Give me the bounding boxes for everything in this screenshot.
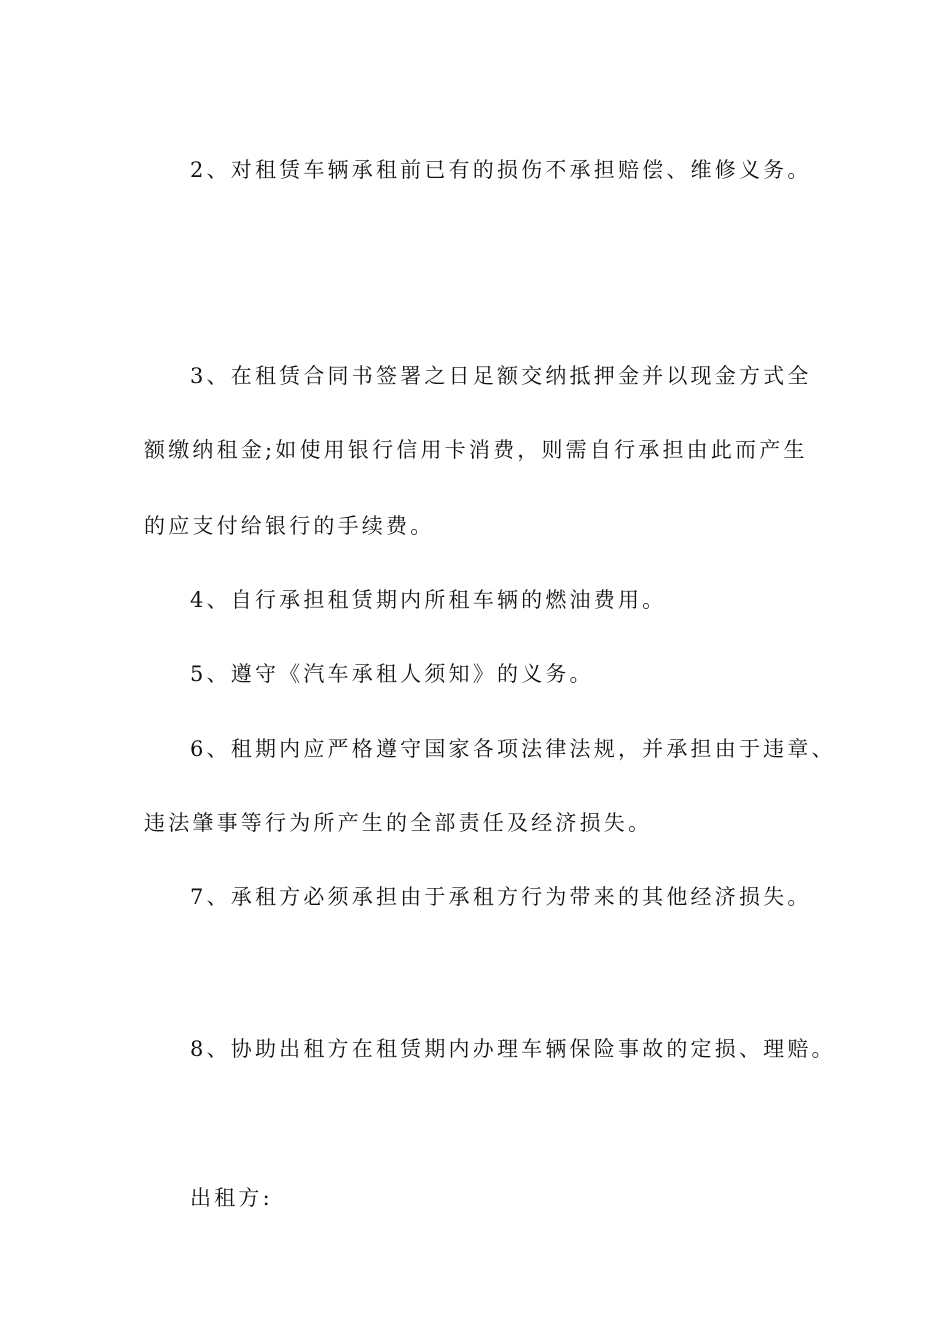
clause-8: 8、协助出租方在租赁期内办理车辆保险事故的定损、理赔。 [190, 1037, 836, 1061]
clause-3-line-3: 的应支付给银行的手续费。 [144, 514, 435, 538]
clause-4: 4、自行承担租赁期内所租车辆的燃油费用。 [190, 588, 667, 612]
clause-6-line-2: 违法肇事等行为所产生的全部责任及经济损失。 [144, 811, 653, 835]
clause-6-line-1: 6、租期内应严格遵守国家各项法律法规，并承担由于违章、 [190, 737, 836, 761]
lessor-label: 出租方: [190, 1186, 273, 1210]
clause-7: 7、承租方必须承担由于承租方行为带来的其他经济损失。 [190, 885, 812, 909]
clause-2: 2、对租赁车辆承租前已有的损伤不承担赔偿、维修义务。 [190, 158, 812, 182]
clause-3-line-1: 3、在租赁合同书签署之日足额交纳抵押金并以现金方式全 [190, 364, 812, 388]
clause-3-line-2: 额缴纳租金;如使用银行信用卡消费，则需自行承担由此而产生 [144, 438, 808, 462]
clause-5: 5、遵守《汽车承租人须知》的义务。 [190, 662, 594, 686]
